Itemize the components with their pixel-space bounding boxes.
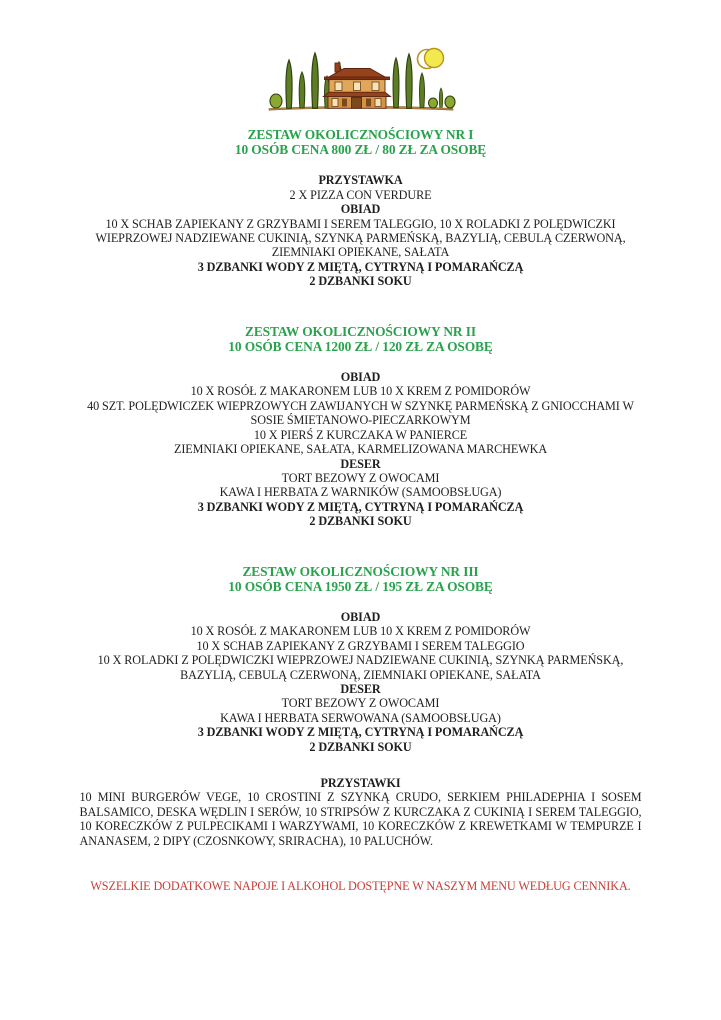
section-1-title: ZESTAW OKOLICZNOŚCIOWY NR I: [247, 127, 474, 142]
menu-item-line: 10 X ROLADKI Z POLĘDWICZKI WIEPRZOWEJ NADZIEWANE CUKINIĄ, SZYNKĄ PARMEŃSKĄ, BAZYLIĄ, CEBULĄ CZERWONĄ, ZIEMNIAKI OPIEKANE, SAŁATA: [97, 653, 624, 682]
menu-item-line: KAWA I HERBATA SERWOWANA (SAMOOBSŁUGA): [220, 710, 501, 725]
section-1-price: 10 OSÓB CENA 800 ZŁ / 80 ZŁ ZA OSOBĘ: [234, 142, 487, 158]
section-3-title: ZESTAW OKOLICZNOŚCIOWY NR III: [242, 563, 479, 579]
menu-item-line: 10 X ROSÓŁ Z MAKARONEM LUB 10 X KREM Z POMIDORÓW: [190, 384, 531, 399]
villa-house-icon: [323, 63, 390, 108]
cypress-trees-right-icon: [393, 54, 455, 108]
course-label: PRZYSTAWKA: [318, 173, 403, 188]
course-label: DESER: [340, 456, 381, 471]
section-3-heading: [80, 564, 642, 594]
menu-item-line: ZIEMNIAKI OPIEKANE, SAŁATA, KARMELIZOWANA MARCHEWKA: [173, 442, 548, 457]
menu-item-line: 10 X SCHAB ZAPIEKANY Z GRZYBAMI I SEREM TALEGGIO: [196, 638, 525, 653]
menu-item-line: 2 DZBANKI SOKU: [309, 274, 412, 289]
menu-item-line: KAWA I HERBATA Z WARNIKÓW (SAMOOBSŁUGA): [219, 485, 502, 500]
course-label: OBIAD: [340, 609, 381, 624]
menu-item-line: 2 X PIZZA CON VERDURE: [289, 187, 432, 202]
menu-item-line: 10 X SCHAB ZAPIEKANY Z GRZYBAMI I SEREM TALEGGIO, 10 X ROLADKI Z POLĘDWICZKI WIEPRZOWEJ NADZIEWANE CUKINIĄ, SZYNKĄ PARMEŃSKĄ, BAZYLIĄ, CEBULĄ CZERWONĄ, ZIEMNIAKI OPIEKANE, SAŁATA: [95, 216, 626, 260]
menu-item-line: TORT BEZOWY Z OWOCAMI: [281, 470, 440, 485]
footer-note: WSZELKIE DODATKOWE NAPOJE I ALKOHOL DOSTĘPNE W NASZYM MENU WEDŁUG CENNIKA.: [90, 879, 631, 894]
menu-item-line: 40 SZT. POLĘDWICZEK WIEPRZOWYCH ZAWIJANYCH W SZYNKĘ PARMEŃSKĄ Z GNIOCCHAMI W SOSIE ŚMIETANOWO-PIECZARKOWYM: [87, 398, 634, 428]
logo-container: [0, 46, 721, 123]
menu-content: [80, 127, 642, 893]
appetizers-heading: PRZYSTAWKI: [320, 776, 401, 790]
section-1-heading: [80, 127, 642, 157]
section-set-1: [80, 127, 642, 289]
menu-item-line: 3 DZBANKI WODY Z MIĘTĄ, CYTRYNĄ I POMARAŃCZĄ: [197, 259, 524, 274]
section-2-heading: [80, 324, 642, 354]
menu-item-line: 10 X PIERŚ Z KURCZAKA W PANIERCE: [253, 427, 468, 442]
section-2-price: 10 OSÓB CENA 1200 ZŁ / 120 ZŁ ZA OSOBĘ: [228, 338, 493, 354]
appetizers-text: 10 MINI BURGERÓW VEGE, 10 CROSTINI Z SZYNKĄ CRUDO, SERKIEM PHILADEPHIA I SOSEM BALSAMICO, DESKA WĘDLIN I SERÓW, 10 STRIPSÓW Z KURCZAKA Z CUKINIĄ I SEREM TALEGGIO, 10 KORECZKÓW Z PULPECIKAMI I WARZYWAMI, 10 KORECZKÓW Z KREWETKAMI W TEMPURZE I ANANASEM, 2 DIPY (CZOSNKOWY, SRIRACHA), 10 PALUCHÓW.: [79, 790, 642, 848]
menu-item-line: 10 X ROSÓŁ Z MAKARONEM LUB 10 X KREM Z POMIDORÓW: [190, 624, 531, 639]
section-set-3: [80, 564, 642, 754]
sun-icon: [417, 49, 443, 69]
menu-item-line: 2 DZBANKI SOKU: [309, 739, 412, 754]
section-set-2: [80, 324, 642, 529]
menu-item-line: 3 DZBANKI WODY Z MIĘTĄ, CYTRYNĄ I POMARAŃCZĄ: [197, 499, 524, 514]
course-label: OBIAD: [340, 202, 381, 217]
section-2-title: ZESTAW OKOLICZNOŚCIOWY NR II: [245, 323, 476, 339]
section-3-price: 10 OSÓB CENA 1950 ZŁ / 195 ZŁ ZA OSOBĘ: [228, 578, 493, 594]
appetizers-section: [80, 776, 642, 848]
menu-item-line: 2 DZBANKI SOKU: [309, 514, 412, 529]
menu-item-line: 3 DZBANKI WODY Z MIĘTĄ, CYTRYNĄ I POMARAŃCZĄ: [197, 725, 524, 740]
course-label: DESER: [340, 681, 381, 696]
tuscan-villa-logo: [265, 46, 457, 118]
course-label: OBIAD: [340, 370, 381, 385]
menu-item-line: TORT BEZOWY Z OWOCAMI: [281, 696, 440, 711]
